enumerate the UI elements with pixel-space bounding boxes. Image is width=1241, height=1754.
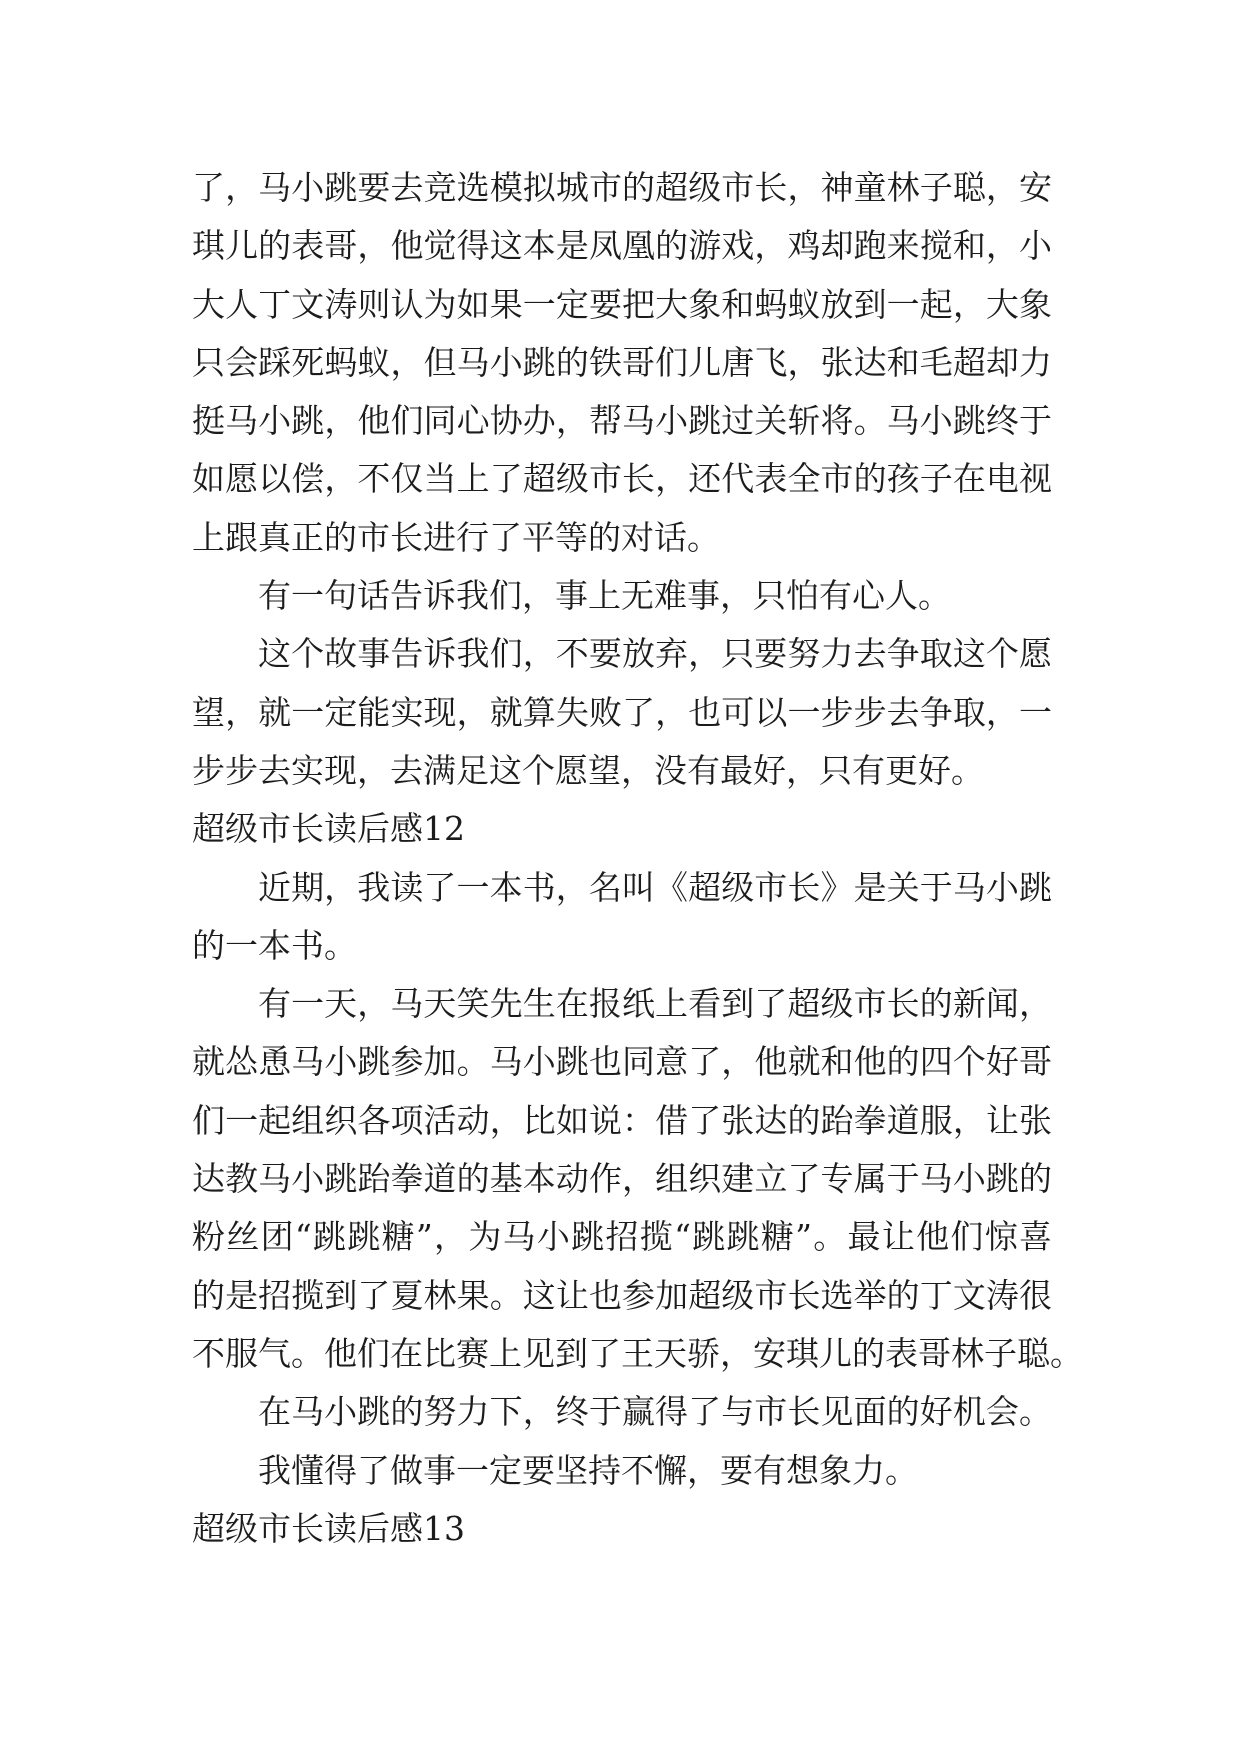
paragraph: [192, 159, 1052, 567]
document-body: [192, 159, 1083, 1558]
text-line: 不服气。他们在比赛上见到了王天骄，安琪儿的表哥林子聪。: [192, 1333, 1083, 1373]
paragraph: [192, 1442, 1052, 1500]
paragraph: [192, 567, 1052, 625]
paragraph: [192, 975, 1083, 1383]
text-line: 近期，我读了一本书，名叫《超级市长》是关于马小跳: [258, 867, 1052, 907]
text-line: 的一本书。: [192, 925, 357, 965]
text-line: 达教马小跳跆拳道的基本动作，组织建立了专属于马小跳的: [192, 1159, 1052, 1199]
text-line: 望，就一定能实现，就算失败了，也可以一步步去争取，一: [192, 692, 1052, 732]
text-line: 上跟真正的市长进行了平等的对话。: [192, 517, 720, 557]
paragraph: [192, 859, 1052, 976]
text-line: 有一天，马天笑先生在报纸上看到了超级市长的新闻，: [258, 984, 1052, 1024]
text-line: 就怂恿马小跳参加。马小跳也同意了，他就和他的四个好哥: [192, 1042, 1052, 1082]
section-heading: [192, 800, 1052, 858]
section-heading-text: 超级市长读后感12: [192, 809, 465, 849]
section-heading-text: 超级市长读后感13: [192, 1508, 465, 1548]
text-line: 琪儿的表哥，他觉得这本是凤凰的游戏，鸡却跑来搅和，小: [192, 226, 1052, 266]
text-line: 这个故事告诉我们，不要放弃，只要努力去争取这个愿: [258, 634, 1052, 674]
paragraph: [192, 1383, 1052, 1441]
text-line: 挺马小跳，他们同心协办，帮马小跳过关斩将。马小跳终于: [192, 401, 1052, 441]
text-line: 在马小跳的努力下，终于赢得了与市长见面的好机会。: [258, 1392, 1052, 1432]
text-line: 有一句话告诉我们，事上无难事，只怕有心人。: [258, 576, 951, 616]
text-line: 如愿以偿，不仅当上了超级市长，还代表全市的孩子在电视: [192, 459, 1052, 499]
section-heading: [192, 1500, 1052, 1558]
text-line: 步步去实现，去满足这个愿望，没有最好，只有更好。: [192, 750, 984, 790]
text-line: 粉丝团“跳跳糖”，为马小跳招揽“跳跳糖”。最让他们惊喜: [192, 1217, 1052, 1257]
text-line: 大人丁文涛则认为如果一定要把大象和蚂蚁放到一起，大象: [192, 284, 1052, 324]
text-line: 了，马小跳要去竞选模拟城市的超级市长，神童林子聪，安: [192, 168, 1052, 207]
text-line: 们一起组织各项活动，比如说：借了张达的跆拳道服，让张: [192, 1100, 1052, 1140]
text-line: 的是招揽到了夏林果。这让也参加超级市长选举的丁文涛很: [192, 1275, 1052, 1315]
text-line: 我懂得了做事一定要坚持不懈，要有想象力。: [258, 1450, 918, 1490]
paragraph: [192, 625, 1052, 800]
text-line: 只会踩死蚂蚁，但马小跳的铁哥们儿唐飞，张达和毛超却力: [192, 342, 1052, 382]
